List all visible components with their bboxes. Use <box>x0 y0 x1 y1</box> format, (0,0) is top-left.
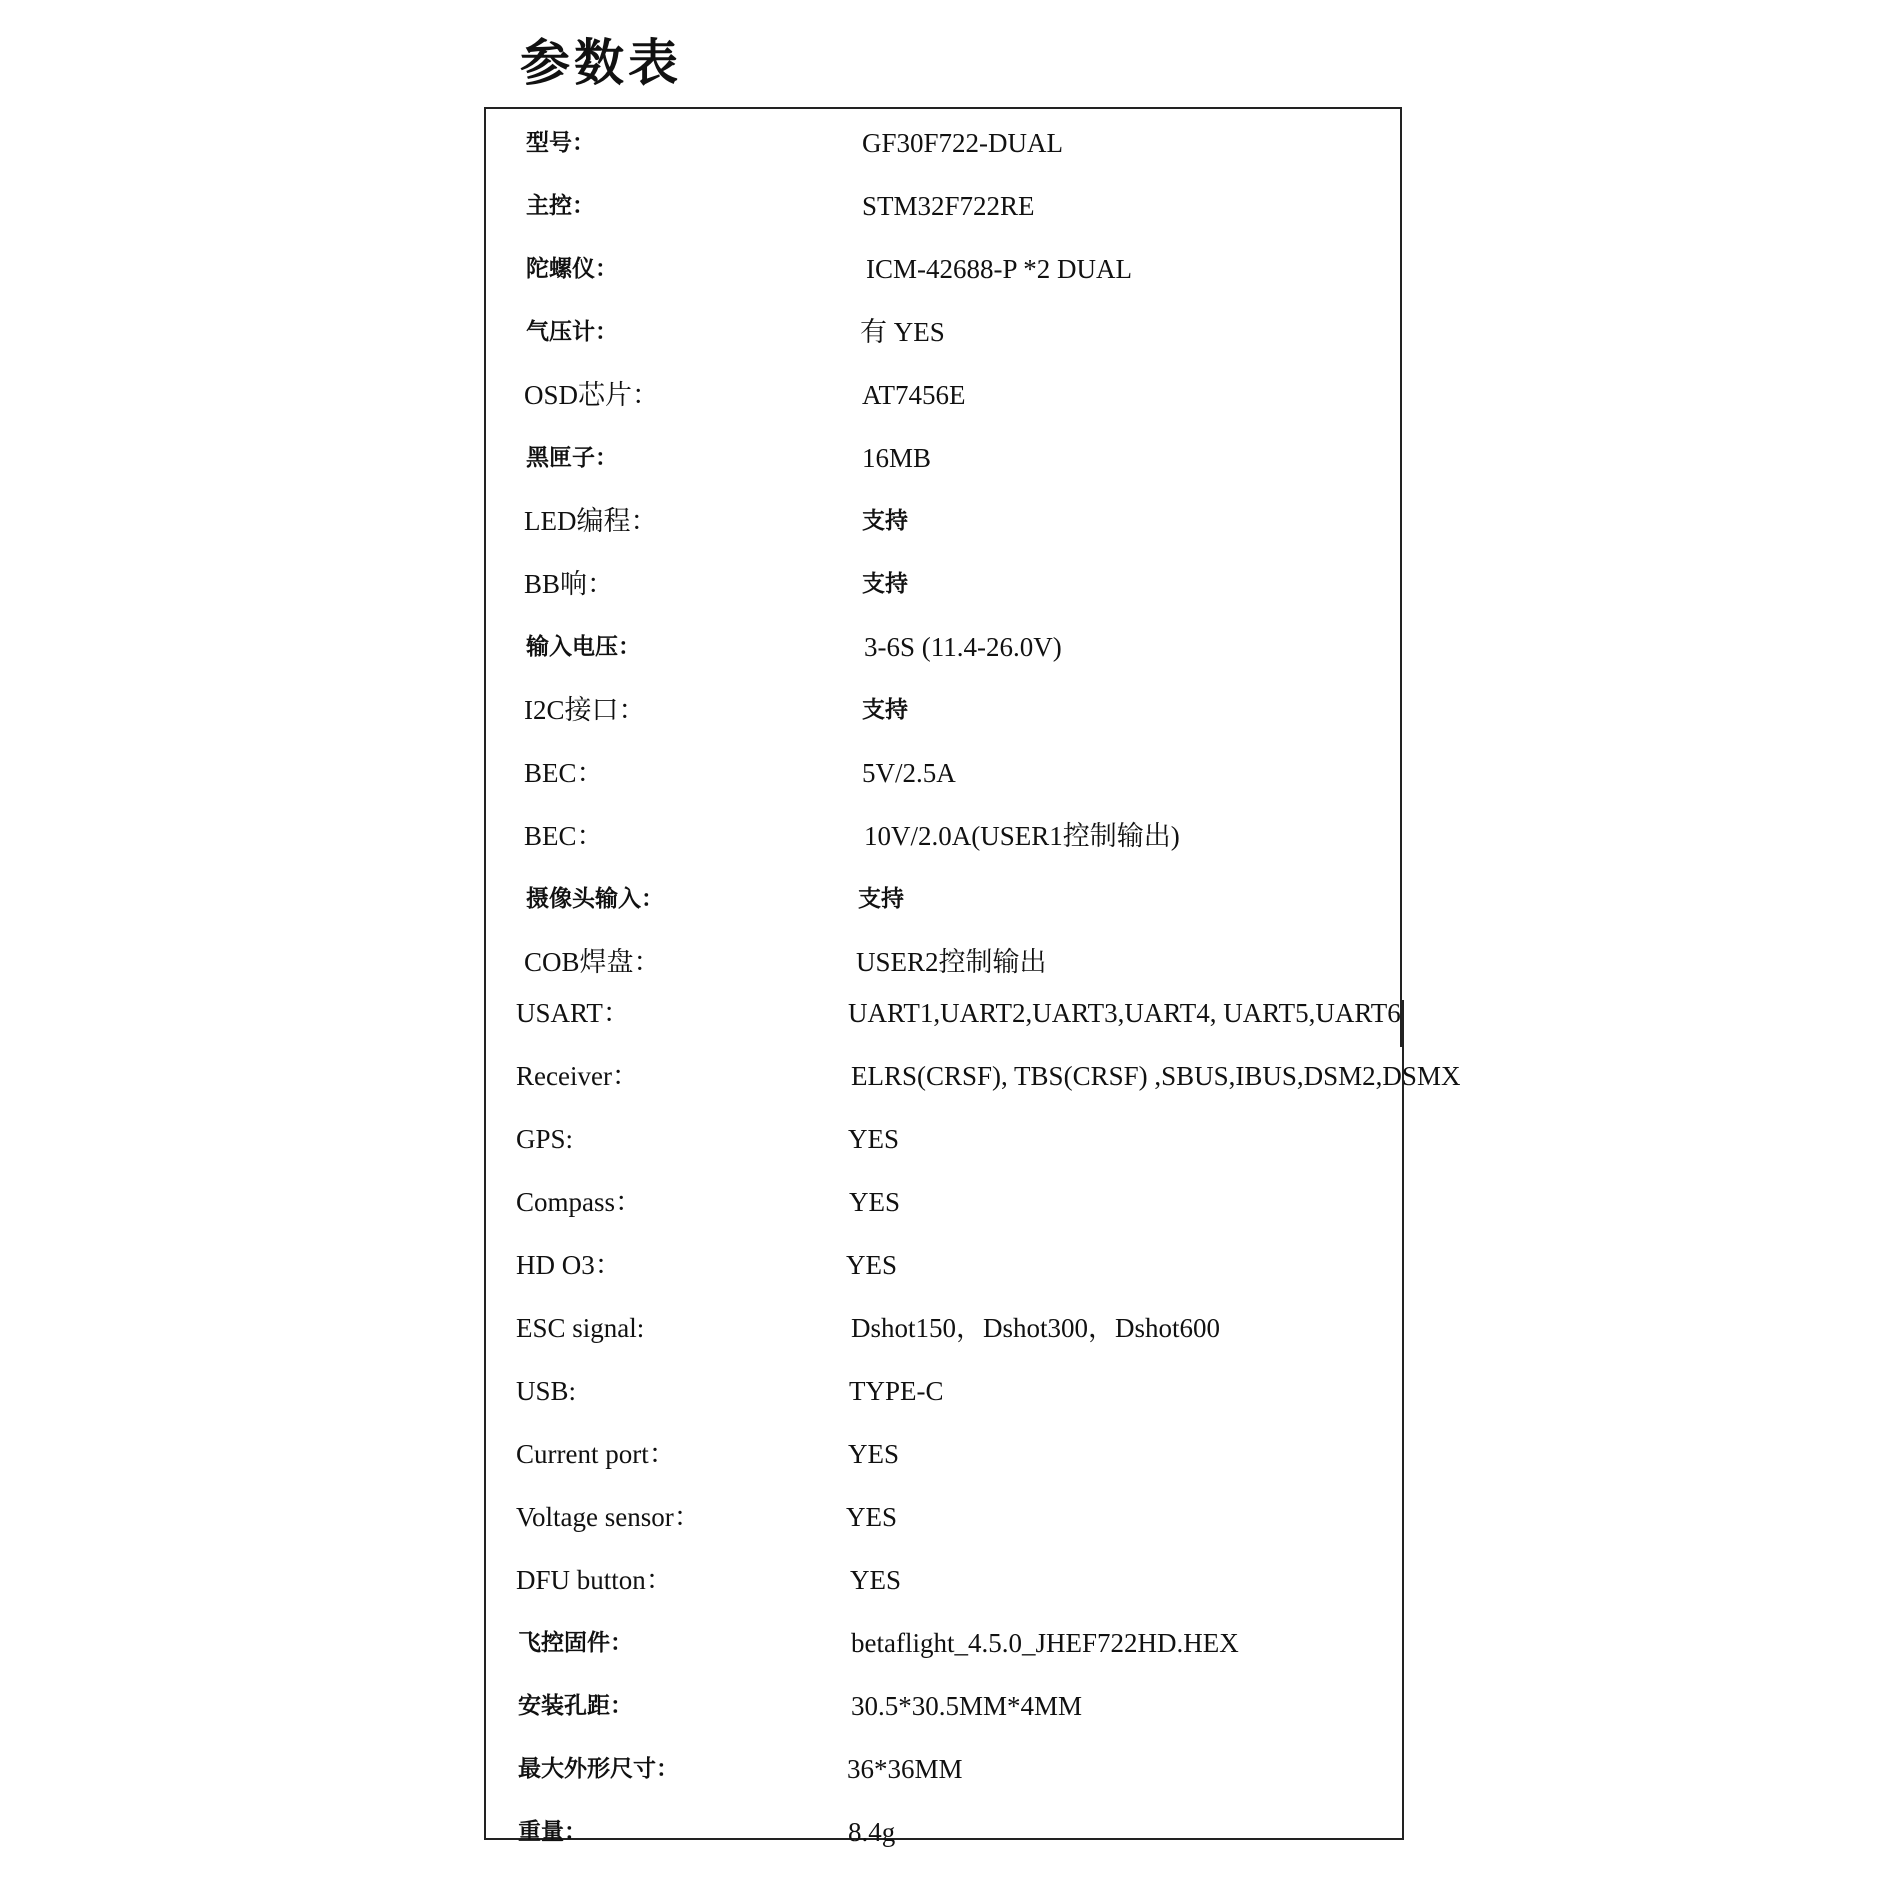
spec-value: 8.4g <box>848 1817 896 1847</box>
spec-label: I2C接口： <box>524 695 646 725</box>
spec-label: 安装孔距： <box>518 1692 633 1719</box>
spec-value: Dshot150，Dshot300，Dshot600 <box>851 1313 1221 1343</box>
spec-value: STM32F722RE <box>862 191 1035 221</box>
spec-label: 输入电压： <box>526 633 641 660</box>
spec-label: 重量： <box>518 1818 587 1845</box>
spec-label: 摄像头输入： <box>526 885 664 912</box>
spec-value: 有 YES <box>860 317 945 347</box>
spec-label: 型号： <box>526 129 595 156</box>
spec-value: YES <box>846 1502 898 1532</box>
spec-value: YES <box>848 1439 900 1469</box>
spec-value: YES <box>848 1124 900 1154</box>
spec-value: 支持 <box>862 696 908 723</box>
spec-label: 最大外形尺寸： <box>518 1755 679 1782</box>
spec-label: BEC： <box>524 758 604 788</box>
spec-label: 飞控固件： <box>518 1629 633 1656</box>
spec-value: GF30F722-DUAL <box>862 128 1064 158</box>
spec-label: DFU button： <box>516 1565 673 1595</box>
spec-label: 气压计： <box>526 318 618 345</box>
spec-value: TYPE-C <box>849 1376 944 1406</box>
spec-value: 支持 <box>862 570 908 597</box>
spec-label: LED编程： <box>524 506 658 536</box>
page-title: 参数表 <box>520 33 682 92</box>
spec-label: Compass： <box>516 1187 643 1217</box>
spec-value: 36*36MM <box>847 1754 963 1784</box>
spec-label: BEC： <box>524 821 604 851</box>
spec-label: USART： <box>516 998 630 1028</box>
spec-value: YES <box>850 1565 902 1595</box>
spec-label: 黑匣子： <box>526 444 618 471</box>
spec-value: 支持 <box>862 507 908 534</box>
spec-value: ELRS(CRSF), TBS(CRSF) ,SBUS,IBUS,DSM2,DSMX <box>851 1061 1461 1091</box>
spec-value: USER2控制输出 <box>856 947 1047 977</box>
spec-value: 3-6S (11.4-26.0V) <box>864 632 1062 662</box>
spec-label: COB焊盘： <box>524 947 661 977</box>
spec-label: OSD芯片： <box>524 380 660 410</box>
spec-value: YES <box>849 1187 901 1217</box>
spec-value: 10V/2.0A(USER1控制输出) <box>864 821 1180 851</box>
spec-label: BB响： <box>524 569 615 599</box>
spec-value: AT7456E <box>862 380 966 410</box>
spec-label: USB: <box>516 1376 577 1406</box>
spec-value: UART1,UART2,UART3,UART4, UART5,UART6 <box>848 998 1401 1028</box>
spec-value: ICM-42688-P *2 DUAL <box>866 254 1132 284</box>
spec-label: Voltage sensor： <box>516 1502 701 1532</box>
spec-label: Receiver： <box>516 1061 639 1091</box>
spec-value: 5V/2.5A <box>862 758 956 788</box>
spec-value: 30.5*30.5MM*4MM <box>851 1691 1083 1721</box>
spec-label: 主控： <box>526 192 595 219</box>
spec-label: ESC signal: <box>516 1313 645 1343</box>
spec-value: 支持 <box>858 885 904 912</box>
spec-label: HD O3： <box>516 1250 622 1280</box>
spec-label: Current port： <box>516 1439 676 1469</box>
spec-value: betaflight_4.5.0_JHEF722HD.HEX <box>851 1628 1239 1658</box>
spec-label: GPS: <box>516 1124 574 1154</box>
spec-value: YES <box>846 1250 898 1280</box>
spec-value: 16MB <box>862 443 932 473</box>
spec-label: 陀螺仪： <box>526 255 618 282</box>
